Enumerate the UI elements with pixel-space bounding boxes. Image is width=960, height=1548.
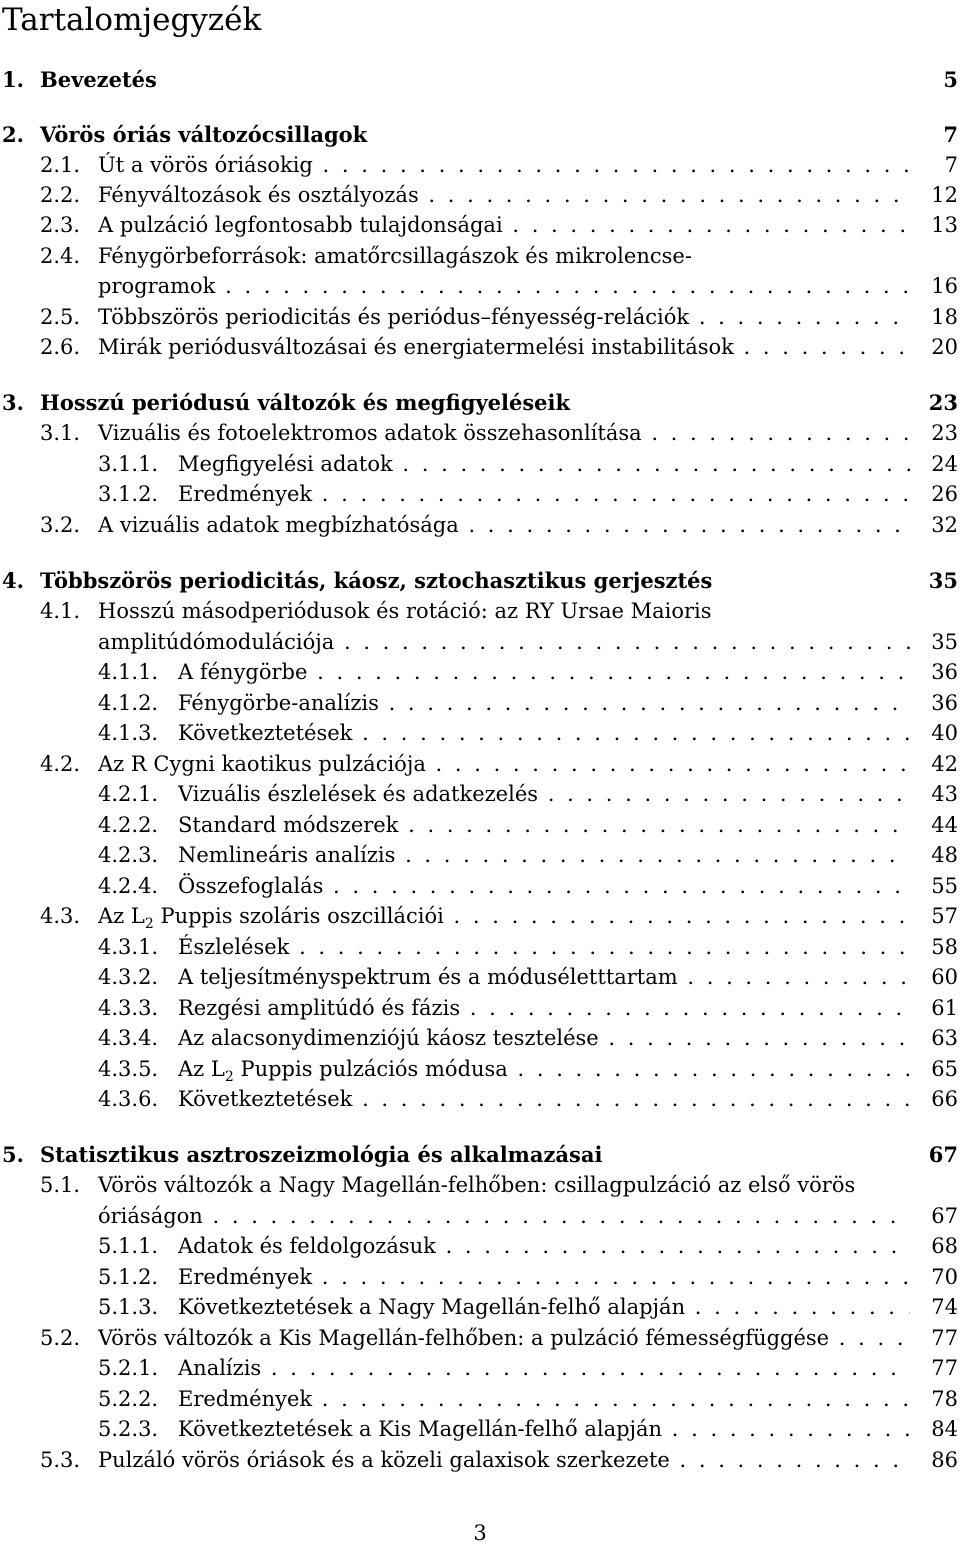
entry-title: Adatok és feldolgozásuk . . . (178, 1231, 910, 1261)
entry-number: 1. (2, 67, 24, 92)
entry-page: 61 (931, 996, 958, 1020)
title-subscript: 2 (224, 1069, 234, 1086)
entry-number: 3.1. (40, 421, 81, 445)
toc-subsection[interactable] (0, 871, 958, 901)
entry-page: 77 (931, 1356, 958, 1380)
entry-title: Eredmények . . . (178, 1262, 910, 1292)
entry-page: 55 (931, 874, 958, 898)
entry-title: A fénygörbe . . . (178, 657, 910, 687)
entry-title: Bevezetés (40, 67, 157, 92)
entry-title: Összefoglalás . . . (178, 871, 910, 901)
entry-number: 5.2.3. (98, 1417, 159, 1441)
entry-page: 40 (931, 721, 958, 745)
toc-section[interactable] (0, 180, 958, 210)
entry-page: 58 (931, 935, 958, 959)
entry-number: 4.1.1. (98, 660, 159, 684)
entry-number: 4.2.2. (98, 813, 159, 837)
entry-number: 3.2. (40, 513, 81, 537)
entry-title: Statisztikus asztroszeizmológia és alkalmazásai (40, 1142, 603, 1167)
toc-subsection[interactable] (0, 932, 958, 962)
entry-page: 67 (928, 1142, 958, 1167)
entry-number: 4.3.2. (98, 965, 159, 989)
toc-subsection[interactable] (0, 479, 958, 509)
entry-page: 20 (931, 335, 958, 359)
toc-subsection[interactable] (0, 718, 958, 748)
entry-number: 2.3. (40, 213, 81, 237)
entry-page: 13 (931, 213, 958, 237)
entry-page: 70 (931, 1265, 958, 1289)
toc-subsection[interactable] (0, 1292, 958, 1322)
toc-section[interactable] (0, 510, 958, 540)
entry-number: 4.3.4. (98, 1026, 159, 1050)
toc-section[interactable] (0, 210, 958, 240)
entry-page: 44 (931, 813, 958, 837)
entry-title: A pulzáció legfontosabb tulajdonságai . . . (98, 210, 910, 240)
entry-number: 5.2.2. (98, 1387, 159, 1411)
entry-page: 48 (931, 843, 958, 867)
toc-chapter[interactable] (0, 1140, 958, 1170)
entry-title: Vörös változók a Nagy Magellán-felhőben: csillagpulzáció az első vörös (98, 1173, 856, 1197)
entry-title: Rezgési amplitúdó és fázis . . . (178, 993, 910, 1023)
entry-page: 43 (931, 782, 958, 806)
entry-number: 2. (2, 122, 24, 147)
entry-title: Fénygörbeforrások: amatőrcsillagászok és mikrolencse- (98, 244, 692, 268)
toc-chapter[interactable] (0, 65, 958, 95)
entry-number: 2.4. (40, 244, 81, 268)
toc-subsection[interactable] (0, 688, 958, 718)
entry-number: 3.1.1. (98, 452, 159, 476)
entry-page: 77 (931, 1326, 958, 1350)
toc-section-continuation[interactable] (0, 627, 958, 657)
entry-title: Hosszú periódusú változók és megfigyeléseik (40, 390, 571, 415)
toc-section[interactable] (0, 901, 958, 931)
toc-section[interactable] (0, 596, 958, 626)
toc-section[interactable] (0, 150, 958, 180)
entry-number: 4.3.1. (98, 935, 159, 959)
entry-page: 7 (944, 153, 958, 177)
entry-title: A teljesítményspektrum és a móduséletttartam . . . (178, 962, 910, 992)
entry-page: 36 (931, 660, 958, 684)
toc-subsection[interactable] (0, 449, 958, 479)
entry-title: Pulzáló vörös óriások és a közeli galaxisok szerkezete . . . (98, 1445, 910, 1475)
entry-page: 42 (931, 752, 958, 776)
page-number: 3 (473, 1521, 487, 1545)
entry-page: 35 (928, 568, 958, 593)
title-suffix: Puppis pulzációs módusa (233, 1057, 508, 1081)
toc-section[interactable] (0, 418, 958, 448)
entry-title: A vizuális adatok megbízhatósága . . . (98, 510, 910, 540)
entry-page: 18 (931, 305, 958, 329)
toc-subsection[interactable] (0, 1353, 958, 1383)
entry-page: 5 (943, 67, 958, 92)
entry-page: 78 (931, 1387, 958, 1411)
entry-number: 2.5. (40, 305, 81, 329)
toc-section[interactable] (0, 1445, 958, 1475)
toc-section[interactable] (0, 302, 958, 332)
entry-page: 63 (931, 1026, 958, 1050)
entry-title: Hosszú másodperiódusok és rotáció: az RY Ursae Maioris (98, 599, 712, 623)
toc-subsection[interactable] (0, 810, 958, 840)
toc-subsection[interactable] (0, 1023, 958, 1053)
toc-section[interactable] (0, 1323, 958, 1353)
entry-number: 4.3.3. (98, 996, 159, 1020)
entry-title: Eredmények . . . (178, 479, 910, 509)
toc-subsection[interactable] (0, 1262, 958, 1292)
page-title: Tartalomjegyzék (2, 2, 262, 38)
entry-number: 5.2. (40, 1326, 81, 1350)
entry-page: 24 (931, 452, 958, 476)
entry-number: 5.1.1. (98, 1234, 159, 1258)
entry-page: 74 (931, 1295, 958, 1319)
entry-title: Vizuális és fotoelektromos adatok összehasonlítása . . . (98, 418, 910, 448)
entry-title: Az alacsonydimenziójú káosz tesztelése . . . (178, 1023, 910, 1053)
entry-number: 5.1.2. (98, 1265, 159, 1289)
toc-subsection[interactable] (0, 1054, 958, 1084)
title-prefix: Az L (178, 1057, 225, 1081)
entry-page: 67 (931, 1204, 958, 1228)
toc-subsection[interactable] (0, 779, 958, 809)
entry-title: programok . . . (98, 271, 910, 301)
entry-title: Többszörös periodicitás, káosz, sztochasztikus gerjesztés (40, 568, 713, 593)
toc-subsection[interactable] (0, 1231, 958, 1261)
entry-title: Következtetések a Nagy Magellán-felhő alapján . . . (178, 1292, 910, 1322)
entry-title: Fénygörbe-analízis . . . (178, 688, 910, 718)
entry-number: 4.3.6. (98, 1087, 159, 1111)
entry-number: 4.1.2. (98, 691, 159, 715)
entry-number: 4. (2, 568, 24, 593)
toc-section-continuation[interactable] (0, 1201, 958, 1231)
toc-chapter[interactable] (0, 388, 958, 418)
entry-page: 16 (931, 274, 958, 298)
entry-title: Vörös óriás változócsillagok (40, 122, 368, 147)
entry-title: Mirák periódusváltozásai és energiatermelési instabilitások . . . (98, 332, 910, 362)
toc-section[interactable] (0, 749, 958, 779)
entry-page: 32 (931, 513, 958, 537)
entry-page: 7 (943, 122, 958, 147)
toc-section[interactable] (0, 1170, 958, 1200)
entry-page: 23 (931, 421, 958, 445)
toc-subsection[interactable] (0, 657, 958, 687)
toc-section[interactable] (0, 241, 958, 271)
toc-chapter[interactable] (0, 566, 958, 596)
toc-subsection[interactable] (0, 1384, 958, 1414)
entry-title: Standard módszerek . . . (178, 810, 910, 840)
entry-title: Nemlineáris analízis . . . (178, 840, 910, 870)
entry-number: 5.1.3. (98, 1295, 159, 1319)
entry-number: 4.2.4. (98, 874, 159, 898)
entry-title: Vörös változók a Kis Magellán-felhőben: a pulzáció fémességfüggése . . . (98, 1323, 910, 1353)
toc-subsection[interactable] (0, 1084, 958, 1114)
toc-section[interactable] (0, 332, 958, 362)
entry-number: 3. (2, 390, 24, 415)
toc-chapter[interactable] (0, 120, 958, 150)
entry-title: Analízis . . . (178, 1353, 910, 1383)
toc-section-continuation[interactable] (0, 271, 958, 301)
entry-number: 4.1.3. (98, 721, 159, 745)
entry-number: 4.2.3. (98, 843, 159, 867)
entry-title: Következtetések a Kis Magellán-felhő alapján . . . (178, 1414, 910, 1444)
entry-number: 5. (2, 1142, 24, 1167)
toc-subsection[interactable] (0, 1414, 958, 1444)
title-suffix: Puppis szoláris oszcillációi (153, 904, 444, 928)
entry-page: 12 (931, 183, 958, 207)
entry-title: Vizuális észlelések és adatkezelés . . . (178, 779, 910, 809)
toc-subsection[interactable] (0, 993, 958, 1023)
entry-page: 66 (931, 1087, 958, 1111)
toc-subsection[interactable] (0, 962, 958, 992)
entry-page: 68 (931, 1234, 958, 1258)
title-subscript: 2 (144, 916, 154, 933)
entry-number: 2.6. (40, 335, 81, 359)
entry-title: Út a vörös óriásokig . . . (98, 150, 910, 180)
entry-page: 60 (931, 965, 958, 989)
entry-page: 65 (931, 1057, 958, 1081)
entry-title: Következtetések . . . (178, 1084, 910, 1114)
entry-title: Többszörös periodicitás és periódus–fényesség-relációk . . . (98, 302, 910, 332)
title-prefix: Az L (98, 904, 145, 928)
entry-number: 5.2.1. (98, 1356, 159, 1380)
entry-title: Megfigyelési adatok . . . (178, 449, 910, 479)
entry-title: Az R Cygni kaotikus pulzációja . . . (98, 749, 910, 779)
entry-page: 84 (931, 1417, 958, 1441)
entry-number: 4.2.1. (98, 782, 159, 806)
toc-subsection[interactable] (0, 840, 958, 870)
entry-page: 35 (931, 630, 958, 654)
entry-page: 86 (931, 1448, 958, 1472)
entry-number: 4.2. (40, 752, 81, 776)
entry-title: óriáságon . . . (98, 1201, 910, 1231)
entry-number: 2.2. (40, 183, 81, 207)
entry-number: 4.1. (40, 599, 81, 623)
entry-title: Észlelések . . . (178, 932, 910, 962)
entry-page: 23 (928, 390, 958, 415)
entry-number: 2.1. (40, 153, 81, 177)
entry-number: 4.3. (40, 904, 81, 928)
entry-title: Fényváltozások és osztályozás . . . (98, 180, 910, 210)
entry-number: 5.1. (40, 1173, 81, 1197)
entry-page: 36 (931, 691, 958, 715)
entry-page: 57 (931, 904, 958, 928)
entry-page: 26 (931, 482, 958, 506)
entry-number: 5.3. (40, 1448, 81, 1472)
entry-number: 3.1.2. (98, 482, 159, 506)
entry-title: amplitúdómodulációja . . . (98, 627, 910, 657)
entry-number: 4.3.5. (98, 1057, 159, 1081)
entry-title: Eredmények . . . (178, 1384, 910, 1414)
entry-title: Következtetések . . . (178, 718, 910, 748)
